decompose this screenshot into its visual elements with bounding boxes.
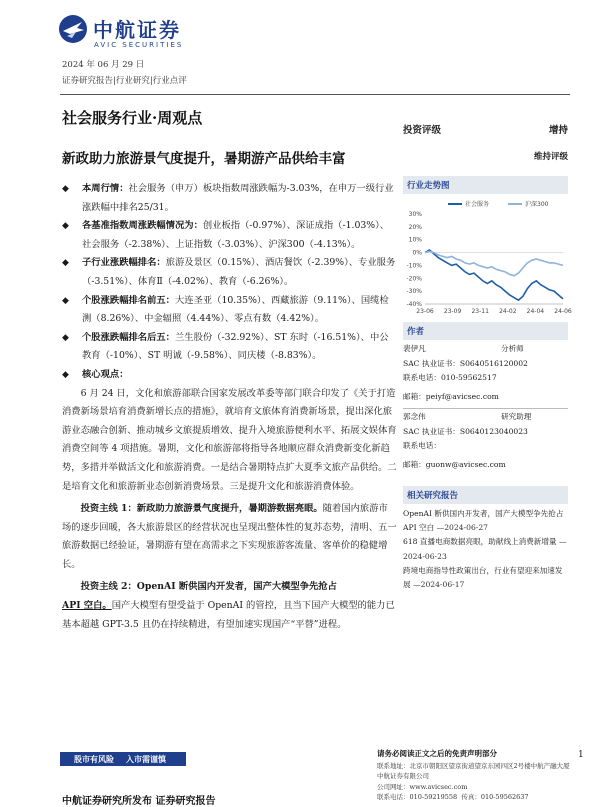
x-tick-label: 24-04 <box>526 308 545 315</box>
author-phone: 联系电话：010-59562517 <box>403 373 497 382</box>
bullet-label: 核心观点： <box>82 368 129 380</box>
bullet-item <box>62 254 397 291</box>
bullet-item <box>62 180 397 217</box>
author-email[interactable]: 邮箱：guonw@avicsec.com <box>403 459 506 469</box>
related-report[interactable] <box>403 507 568 535</box>
page-number: 1 <box>578 750 584 760</box>
investment-line-2-head: 投资主线 2：OpenAI 断供国内开发者，国产大模型争先抢占 <box>80 581 337 593</box>
bullet-label: 本周行情： <box>82 183 129 194</box>
core-paragraph: 6 月 24 日，文化和旅游部联合国家发展改革委等部门联合印发了《关于打造消费新场景培育消费新增长点的措施》，就培育文旅体育消费新场景，提出深化旅游业态融合创新、推动城乡文旅提质增效、提升入境旅游便利水平、拓展文娱体育消费空间等 4 项措施。暑期，文化和旅游部将指导各地顺应群众消费新变化新趋势，多措并举做活文化和旅游消费。一是结合暑期特点扩大夏季文旅产品供给。二是培育文化和旅游新业态创新消费场景。三是提升文化和旅游消费体验。 <box>62 387 397 492</box>
author-block <box>403 410 568 472</box>
rating-sub: 维持评级 <box>533 152 568 162</box>
bullet-text: 旅游及景区（0.15%）、酒店餐饮（-2.39%）、专业服务（-3.51%）、体育Ⅱ（-4.02%）、教育（-6.26%）。 <box>82 257 396 287</box>
investment-line-1-head: 投资主线 1：新政助力旅游景气度提升，暑期游数据亮眼。 <box>80 503 323 515</box>
related-report-title: 跨境电商指导性政策出台，行业有望迎来加速发展 <box>403 565 563 590</box>
author-role: 分析师 <box>501 344 524 353</box>
author-block <box>403 342 568 409</box>
logo-en-text: AVIC SECURITIES <box>94 41 184 49</box>
y-tick-label: 30% <box>408 211 422 218</box>
y-tick-label: -10% <box>406 262 422 270</box>
related-report[interactable] <box>403 535 568 563</box>
related-reports-list <box>403 507 568 592</box>
disclaimer-note: 请务必阅读正文之后的免责声明部分 <box>377 749 497 758</box>
diamond-bullet-icon: ◆ <box>62 221 69 232</box>
rating-row <box>403 122 568 140</box>
related-reports-header: 相关研究报告 <box>403 486 568 504</box>
trend-chart-header: 行业走势图 <box>403 176 568 194</box>
diamond-bullet-icon: ◆ <box>62 258 69 269</box>
company-address: 联系地址：北京市朝阳区望京街道望京东园四区2号楼中航产融大厦中航证券有限公司 <box>377 761 570 780</box>
x-tick-label: 24-06 <box>554 308 572 315</box>
bullet-label: 子行业涨跌幅排名： <box>82 257 166 269</box>
author-email[interactable]: 邮箱：peiyf@avicsec.com <box>403 391 499 401</box>
related-report-date: —2024-06-23 <box>403 537 567 561</box>
report-date: 2024 年 06 月 29 日 <box>62 60 145 70</box>
authors-header: 作者 <box>403 322 568 340</box>
investment-line-2 <box>62 597 397 634</box>
legend-label: 社会服务 <box>465 201 490 208</box>
x-tick-label: 23-06 <box>416 308 434 315</box>
trend-chart <box>403 196 572 318</box>
logo-cn-text: 中航证券 <box>93 18 181 42</box>
author-name: 郭念伟 <box>403 412 426 421</box>
header-divider <box>60 94 570 95</box>
bullet-item <box>62 217 397 254</box>
y-tick-label: 0% <box>412 249 422 257</box>
related-report-title: OpenAI 断供国内开发者，国产大模型争先抢占 API 空白 <box>403 509 564 533</box>
y-tick-label: -30% <box>406 288 422 296</box>
bullet-item <box>62 329 397 366</box>
related-report-date: —2024-06-27 <box>436 523 489 533</box>
x-tick-label: 23-11 <box>471 308 489 315</box>
company-phone-number: 联系电话：010-59219558 <box>377 793 458 801</box>
bullet-item <box>62 366 397 385</box>
risk-warning-bar <box>60 752 186 766</box>
related-report-date: —2024-06-17 <box>413 580 465 590</box>
legend-label: 沪深300 <box>525 201 549 208</box>
publisher-footer: 中航证券研究所发布 证券研究报告 <box>62 796 216 807</box>
main-content <box>62 180 397 634</box>
diamond-bullet-icon: ◆ <box>62 295 69 306</box>
diamond-bullet-icon: ◆ <box>62 369 69 380</box>
bullet-text: 创业板指（-0.97%）、深证成指（-1.03%）、社会服务（-2.38%）、上证指数（-3.03%）、沪深300（-4.13%）。 <box>82 220 390 250</box>
company-logo <box>58 14 198 48</box>
page-title: 新政助力旅游景气度提升，暑期游产品供给丰富 <box>62 151 346 167</box>
author-name-row <box>403 342 568 357</box>
company-website[interactable]: 公司网址：www.avicsec.com <box>377 782 468 791</box>
bullet-text: 大连圣亚（10.35%）、西藏旅游（9.11%）、国缆检测（8.26%）、中金辐照（4.44%）、零点有数（4.42%）。 <box>82 294 389 325</box>
author-phone: 联系电话： <box>403 441 441 450</box>
author-name: 裴伊凡 <box>403 344 426 353</box>
diamond-bullet-icon: ◆ <box>62 332 69 343</box>
industry-title: 社会服务行业·周观点 <box>62 109 203 127</box>
risk-text-2: 入市需谨慎 <box>126 753 166 764</box>
breadcrumb: 证券研究报告|行业研究|行业点评 <box>62 76 187 86</box>
bullet-label: 各基准指数周涨跌幅情况为： <box>82 220 203 232</box>
bullet-label: 个股涨跌幅排名后五： <box>82 331 175 343</box>
related-report-title: 618 直播电商数据亮眼，助献线上消费新增量 <box>403 537 557 547</box>
investment-line-2-underlined: API 空白。 <box>62 600 112 612</box>
x-tick-label: 24-02 <box>499 308 517 315</box>
rating-value: 增持 <box>548 125 568 136</box>
risk-text-1: 股市有风险 <box>74 753 114 764</box>
author-name-row <box>403 410 568 425</box>
bullet-label: 个股涨跌幅排名前五： <box>82 294 175 306</box>
trend-chart-svg <box>403 196 572 318</box>
author-role: 研究助理 <box>501 412 532 421</box>
footer-contact <box>377 749 572 803</box>
avic-logo-icon <box>58 14 88 44</box>
sidebar <box>403 122 572 592</box>
author-divider <box>403 408 568 409</box>
company-phone <box>377 792 572 803</box>
bullet-item <box>62 292 397 329</box>
bullet-text: 社会服务（申万）板块指数周涨跌幅为-3.03%，在申万一级行业涨跌幅中排名25/31。 <box>82 183 394 213</box>
investment-line-2-text: 国产大模型有望受益于 OpenAI 的管控，且当下国产大模型的能力已基本超越 GPT-3.5 且仍在持续精进，有望加速实现国产“平替”进程。 <box>62 600 395 630</box>
y-tick-label: 20% <box>408 223 422 231</box>
author-cert: SAC 执业证书：S0640516120002 <box>403 358 528 368</box>
author-cert: SAC 执业证书：S0640123040023 <box>403 426 528 436</box>
y-tick-label: -20% <box>406 275 422 283</box>
series-line <box>425 251 563 275</box>
company-fax: 传真：010-59562637 <box>461 793 529 801</box>
related-report[interactable] <box>403 564 568 592</box>
investment-line-1 <box>62 500 397 574</box>
diamond-bullet-icon: ◆ <box>62 184 69 194</box>
investment-line-1-text: 随着国内旅游市场的逐步回暖，各大旅游景区的经营状况也呈现出整体性的复苏态势，清明、五一旅游数据已经验证，暑期游有望在高需求之下实现旅游客流量、客单价的稳健增长。 <box>62 503 397 570</box>
rating-label: 投资评级 <box>403 125 442 136</box>
x-tick-label: 23-09 <box>443 308 462 315</box>
y-tick-label: -40% <box>406 301 422 308</box>
y-tick-label: 10% <box>408 236 422 244</box>
bullet-text: 兰生股份（-32.92%）、ST 东时（-16.51%）、中公教育（-10%）、ST 明诚（-9.58%）、同庆楼（-8.83%）。 <box>82 331 389 362</box>
